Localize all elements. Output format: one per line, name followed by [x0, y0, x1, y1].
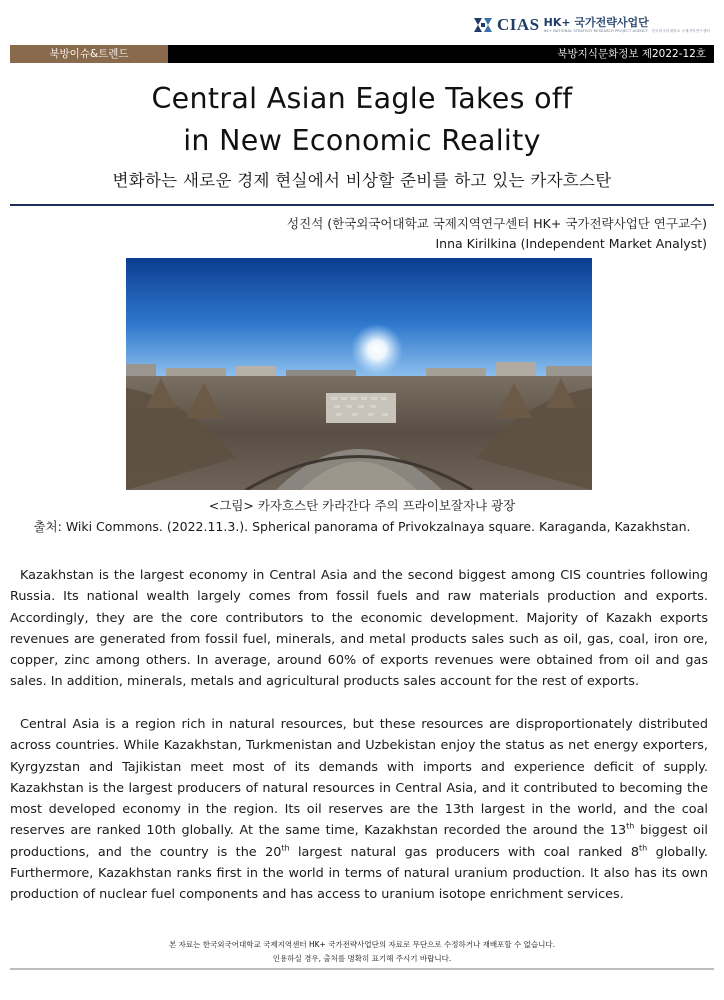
sun: [351, 324, 403, 376]
panorama-photo: [126, 258, 592, 490]
title-line-1: Central Asian Eagle Takes off: [151, 82, 573, 115]
footer-rule: [10, 968, 714, 970]
p2-text-a: Central Asia is a region rich in natural resources, but these resources are disproportionately distributed across countries. While Kazakhstan, Turkmenistan and Uzbekistan enjoy the status as net energy exporters, Kyrgyzstan and Tajikistan meet most of its demands with imports and experience deficit of supply. Kazakhstan is the largest producers of natural resources in Central Asia, and it contributed to becoming the most developed economy in the region. Its oil reserves are the 13th largest in the world, and the coal reserves are ranked 10th globally. At the same time, Kazakhstan recorded the around the 13: [10, 717, 708, 839]
logo-program-name: HK+ 국가전략사업단: [543, 15, 649, 29]
p2-sup-3: th: [638, 843, 648, 853]
footer-notice: 본 자료는 한국외국어대학교 국제지역센터 HK+ 국가전략사업단의 자료로 무단으로 수정하거나 재배포할 수 없습니다.: [169, 940, 555, 949]
logo-subline: HK+ NATIONAL STRATEGY RESEARCH PROJECT AGENCY · 한국외국어대학교 국제지역연구센터: [543, 28, 710, 33]
cias-logo-icon: [472, 14, 494, 36]
article-title: [0, 78, 724, 162]
header-bar: [10, 45, 714, 63]
footer-citation: 인용하실 경우, 출처를 명확히 표기해 주시기 바랍니다.: [272, 954, 452, 963]
body-paragraph-1: Kazakhstan is the largest economy in Central Asia and the second biggest among CIS countries following Russia. Its national wealth largely comes from fossil fuels and raw materials production and exports. Accordingly, they are the core contributors to the economic development. Majority of Kazakh exports revenues are generated from fossil fuel, minerals, and metal products sales such as oil, gas, coal, iron ore, copper, zinc among others. In average, around 60% of exports revenues were obtained from oil and gas sales. In addition, minerals, metals and agricultural products sales account for the rest of exports.: [10, 568, 708, 690]
issue-number: 북방지식문화정보 제2022-12호: [557, 48, 706, 60]
p2-sup-1: th: [626, 822, 635, 832]
author-primary: 성진석 (한국외국어대학교 국제지역연구센터 HK+ 국가전략사업단 연구교수): [287, 216, 707, 231]
author-secondary: Inna Kirilkina (Independent Market Analyst): [435, 236, 707, 251]
figure-caption: <그림> 카자흐스탄 카라간다 주의 프라이보잘자냐 광장: [208, 498, 516, 513]
section-label: 북방이슈&트렌드: [10, 45, 168, 63]
p2-sup-2: th: [281, 843, 290, 853]
parking-lot: [326, 393, 396, 423]
p2-text-c: largest natural gas producers with coal ranked 8: [289, 844, 639, 860]
p2-text-d: globally. Furthermore, Kazakhstan ranks first in the world in terms of natural uranium production. It also has its own production of nuclear fuel components and has access to uranium isotope enrichment services.: [10, 844, 708, 903]
title-line-2: in New Economic Reality: [183, 124, 541, 157]
figure-source: 출처: Wiki Commons. (2022.11.3.). Spherical panorama of Privokzalnaya square. Karaganda, Kazakhstan.: [33, 519, 691, 534]
body-paragraph-2: [10, 714, 708, 906]
title-divider: [10, 204, 714, 206]
logo-cias-text: CIAS: [496, 15, 540, 34]
p2-text-b: biggest oil productions, and the country is the 20: [10, 823, 708, 860]
program-logo: [472, 11, 710, 39]
article-subtitle: 변화하는 새로운 경제 현실에서 비상할 준비를 하고 있는 카자흐스탄: [112, 171, 612, 190]
